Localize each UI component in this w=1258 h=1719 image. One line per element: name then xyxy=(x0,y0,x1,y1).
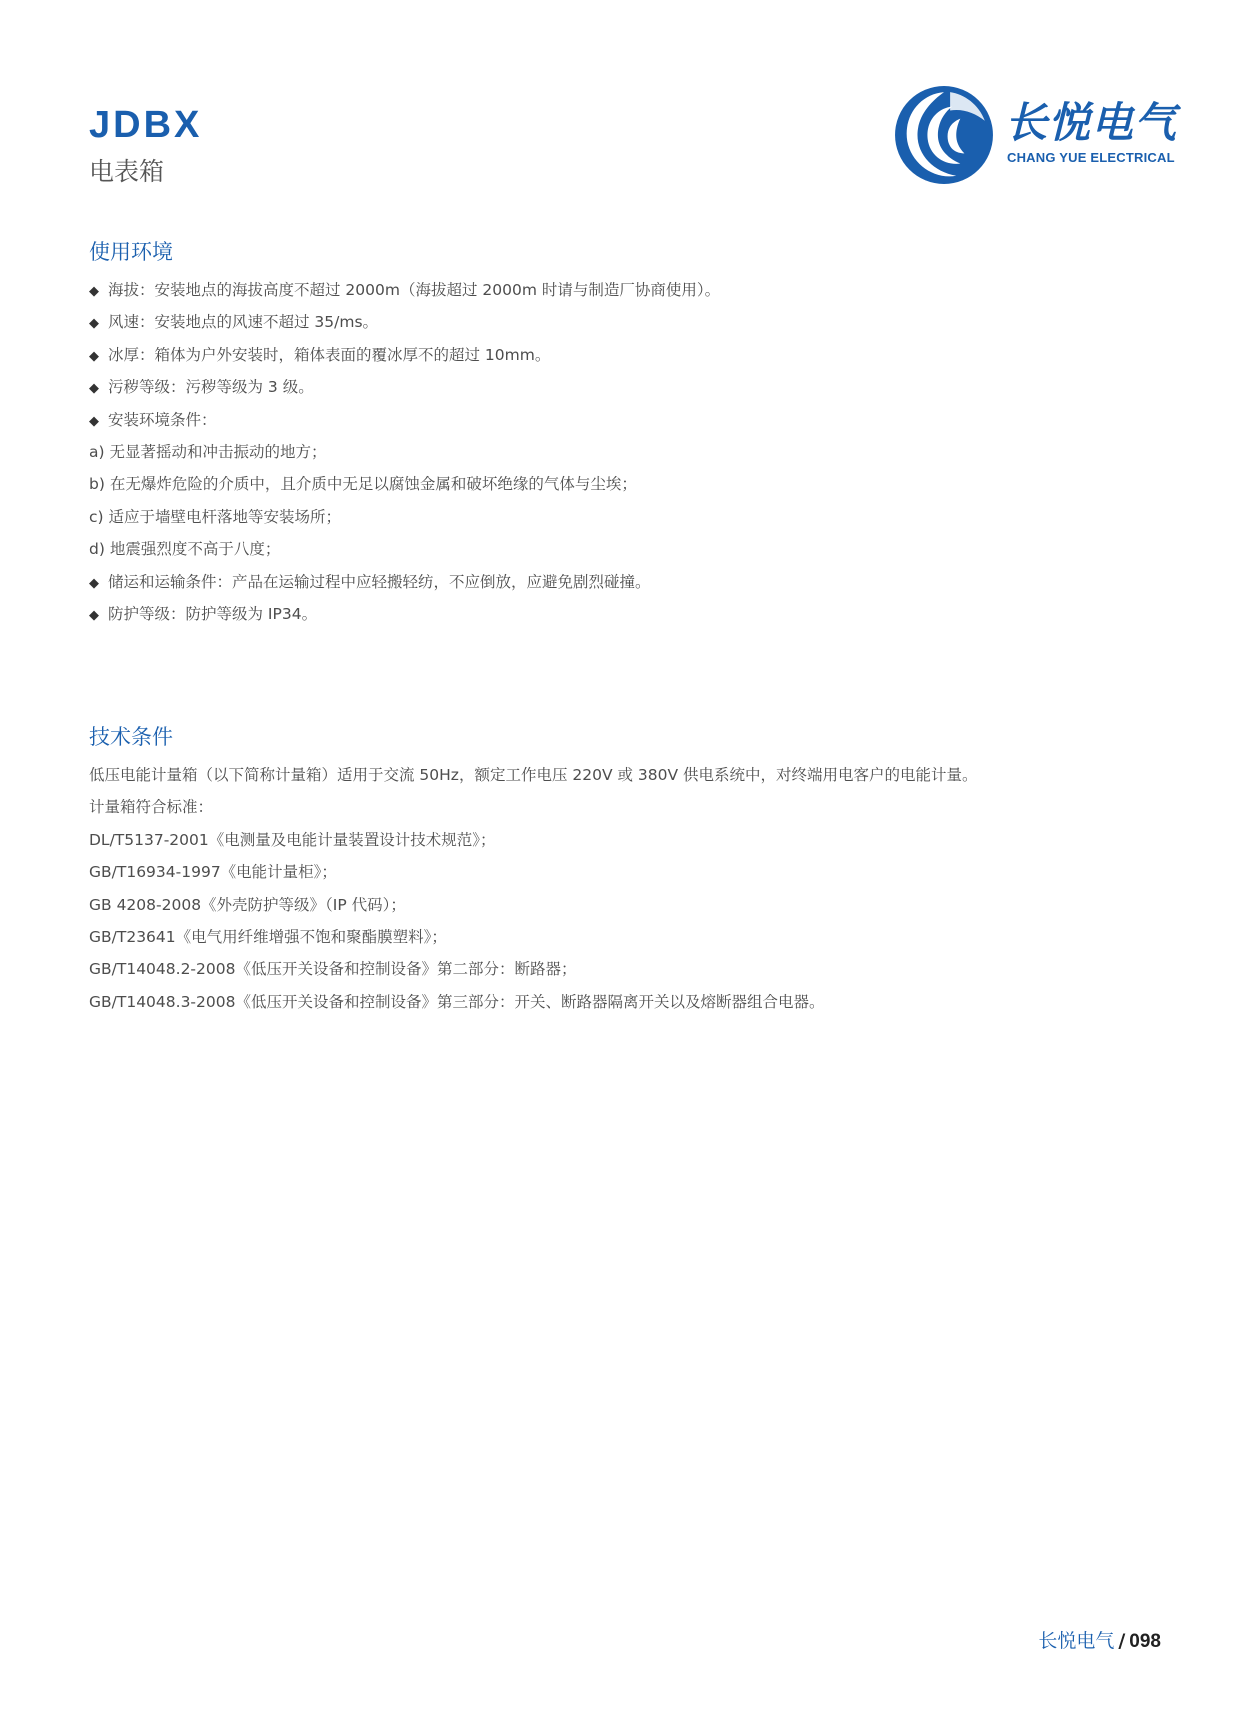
list-item xyxy=(89,889,978,921)
list-item-text: GB/T14048.2-2008《低压开关设备和控制设备》第二部分：断路器； xyxy=(89,960,577,979)
list-item-text: c) 适应于墙壁电杆落地等安装场所； xyxy=(89,507,341,526)
list-item-text: DL/T5137-2001《电测量及电能计量装置设计技术规范》； xyxy=(89,830,496,849)
list-item-text: 海拔：安装地点的海拔高度不超过 2000m（海拔超过 2000m 时请与制造厂协商使用）。 xyxy=(108,281,721,299)
list-item-text: 防护等级：防护等级为 IP34。 xyxy=(108,604,318,623)
list-item-text: d) 地震强烈度不高于八度； xyxy=(89,540,281,559)
footer-brand: 长悦电气 xyxy=(1038,1630,1115,1652)
list-item-text: 计量箱符合标准： xyxy=(89,798,214,817)
product-name: 电表箱 xyxy=(89,157,165,186)
page-number: 098 xyxy=(1129,1631,1161,1652)
diamond-bullet-icon: ◆ xyxy=(89,575,99,591)
list-item-text: GB 4208-2008《外壳防护等级》（IP 代码）； xyxy=(89,895,406,914)
diamond-bullet-icon: ◆ xyxy=(89,381,99,397)
list-item xyxy=(89,791,978,823)
list-item xyxy=(89,953,978,985)
list-item xyxy=(89,856,978,888)
list-item xyxy=(89,404,720,436)
environment-list xyxy=(89,274,720,630)
list-item xyxy=(89,371,720,403)
product-model: JDBX xyxy=(89,104,203,146)
footer-separator: / xyxy=(1118,1630,1126,1652)
diamond-bullet-icon: ◆ xyxy=(89,284,99,299)
list-item-text: 冰厚：箱体为户外安装时，箱体表面的覆冰厚不的超过 10mm。 xyxy=(108,345,551,364)
list-item xyxy=(89,986,978,1018)
diamond-bullet-icon: ◆ xyxy=(89,607,99,623)
section-heading-environment: 使用环境 xyxy=(89,240,173,264)
list-item xyxy=(89,921,978,953)
list-item xyxy=(89,468,720,500)
list-item xyxy=(89,436,720,468)
list-item xyxy=(89,274,720,306)
logo-name-cn: 长悦电气 xyxy=(1005,98,1178,147)
list-item xyxy=(89,598,720,630)
technical-list xyxy=(89,759,978,1018)
company-logo xyxy=(893,84,1178,186)
list-item-text: GB/T23641《电气用纤维增强不饱和聚酯膜塑料》； xyxy=(89,927,447,946)
list-item-text: 储运和运输条件：产品在运输过程中应轻搬轻纺，不应倒放，应避免剧烈碰撞。 xyxy=(108,572,651,591)
page-footer xyxy=(1038,1626,1161,1653)
list-item xyxy=(89,566,720,598)
list-item xyxy=(89,339,720,371)
list-item-text: 污秽等级：污秽等级为 3 级。 xyxy=(108,378,314,397)
logo-name-en: CHANG YUE ELECTRICAL xyxy=(1007,150,1175,165)
list-item-text: 低压电能计量箱（以下简称计量箱）适用于交流 50Hz，额定工作电压 220V 或 380V 供电系统中，对终端用电客户的电能计量。 xyxy=(89,766,978,784)
list-item-text: GB/T16934-1997《电能计量柜》； xyxy=(89,863,337,882)
list-item-text: 风速：安装地点的风速不超过 35/ms。 xyxy=(108,313,379,332)
list-item xyxy=(89,501,720,533)
diamond-bullet-icon: ◆ xyxy=(89,316,99,332)
diamond-bullet-icon: ◆ xyxy=(89,348,99,364)
list-item-text: GB/T14048.3-2008《低压开关设备和控制设备》第三部分：开关、断路器隔离开关以及熔断器组合电器。 xyxy=(89,992,825,1011)
list-item xyxy=(89,533,720,565)
list-item-text: a) 无显著摇动和冲击振动的地方； xyxy=(89,442,327,461)
list-item xyxy=(89,759,978,791)
diamond-bullet-icon: ◆ xyxy=(89,413,99,429)
list-item xyxy=(89,306,720,338)
eagle-circle-logo-icon xyxy=(893,84,995,186)
list-item-text: 安装环境条件： xyxy=(108,410,217,429)
list-item xyxy=(89,824,978,856)
section-heading-technical: 技术条件 xyxy=(89,725,173,749)
list-item-text: b) 在无爆炸危险的介质中，且介质中无足以腐蚀金属和破坏绝缘的气体与尘埃； xyxy=(89,475,637,494)
